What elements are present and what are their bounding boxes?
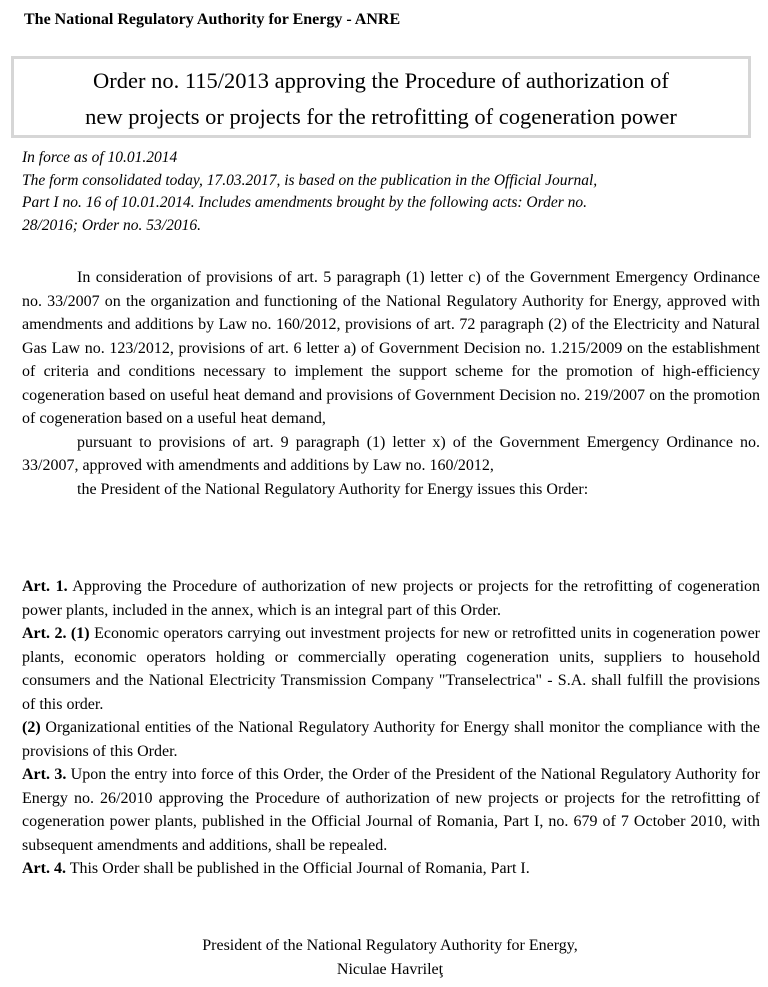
article-label: Art. 4. [22, 860, 66, 877]
article-4 [22, 857, 760, 881]
in-force-date: In force as of 10.01.2014 [22, 149, 178, 166]
article-text: This Order shall be published in the Official Journal of Romania, Part I. [65, 860, 530, 877]
article-3 [22, 763, 760, 857]
article-text: Economic operators carrying out investment projects for new or retrofitted units in cogeneration power plants, economic operators holding or commercially operating cogeneration units, suppliers to household consumers and the National Electricity Transmission Company "Transelectrica" - S.A. shall fulfill the provisions of this order. [22, 625, 760, 713]
article-label: Art. 2. (1) [22, 625, 90, 642]
preamble-paragraph: In consideration of provisions of art. 5 paragraph (1) letter c) of the Government Emergency Ordinance no. 33/2007 on the organization and functioning of the National Regulatory Authority for Energy, approved with amendments and additions by Law no. 160/2012, provisions of art. 72 paragraph (2) of the Electricity and Natural Gas Law no. 123/2012, provisions of art. 6 letter a) of Government Decision no. 1.215/2009 on the establishment of criteria and conditions necessary to implement the support scheme for the promotion of high-efficiency cogeneration based on useful heat demand and provisions of Government Decision no. 219/2007 on the promotion of cogeneration based on a useful heat demand, [22, 269, 760, 427]
consolidation-line-3: 28/2016; Order no. 53/2016. [22, 216, 201, 234]
preamble-paragraph: pursuant to provisions of art. 9 paragraph (1) letter x) of the Government Emergency Ordinance no. 33/2007, approved with amendments and additions by Law no. 160/2012, [22, 433, 760, 474]
article-label: Art. 3. [22, 766, 67, 783]
authority-header: The National Regulatory Authority for Energy - ANRE [24, 11, 401, 28]
article-label: (2) [22, 719, 41, 736]
article-label: Art. 1. [22, 578, 68, 595]
preamble [22, 266, 760, 501]
article-1 [22, 575, 760, 622]
title-line-1: Order no. 115/2013 approving the Procedure of authorization of [93, 68, 669, 93]
article-2-paragraph-1 [22, 622, 760, 716]
preamble-paragraph: the President of the National Regulatory Authority for Energy issues this Order: [77, 480, 589, 498]
article-text: Approving the Procedure of authorization of new projects or projects for the retrofitting of cogeneration power plants, included in the annex, which is an integral part of this Order. [22, 578, 761, 619]
articles [22, 575, 760, 881]
article-text: Organizational entities of the National Regulatory Authority for Energy shall monitor the compliance with the provisions of this Order. [22, 719, 760, 760]
signature-block [0, 934, 768, 981]
article-text: Upon the entry into force of this Order, the Order of the President of the National Regulatory Authority for Energy no. 26/2010 approving the Procedure of authorization of new projects or projects for the retrofitting of cogeneration power plants, published in the Official Journal of Romania, Part I, no. 679 of 7 October 2010, with subsequent amendments and additions, shall be repealed. [22, 766, 760, 854]
consolidation-line-2: Part I no. 16 of 10.01.2014. Includes amendments brought by the following acts: Order no. [22, 194, 587, 211]
article-2-paragraph-2 [22, 716, 760, 763]
signatory-role: President of the National Regulatory Authority for Energy, [202, 937, 578, 954]
consolidation-note [22, 147, 750, 237]
consolidation-line-1: The form consolidated today, 17.03.2017, is based on the publication in the Official Journal, [22, 171, 598, 189]
signatory-name: Niculae Havrileţ [336, 960, 444, 978]
document-title [11, 56, 751, 138]
title-line-2: new projects or projects for the retrofitting of cogeneration power [85, 104, 677, 129]
